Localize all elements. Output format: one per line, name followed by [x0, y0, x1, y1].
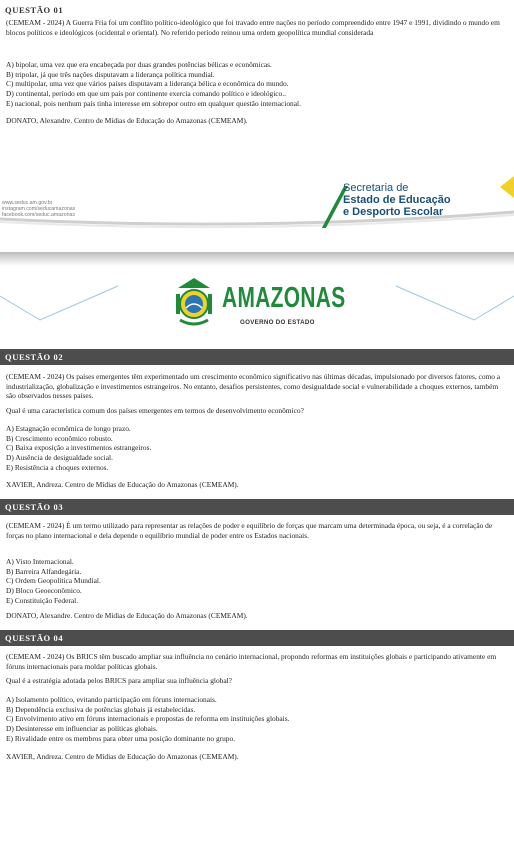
option-a: A) Estagnação econômica de longo prazo.	[6, 424, 131, 433]
amazonas-crest-icon	[172, 274, 216, 330]
option-d: D) continental, período em que um país por continente exercia comando político e ideológico..	[6, 89, 286, 99]
option-d: D) Ausência de desigualdade social.	[6, 453, 113, 463]
question-04-options	[6, 695, 508, 744]
secretaria-line-2: Estado de Educação	[343, 194, 451, 206]
option-c: C) multipolar, uma vez que vários países disputavam a liderança bélica e econômica do mundo.	[6, 79, 289, 89]
question-02-source: XAVIER, Andreza. Centro de Mídias de Educação do Amazonas (CEMEAM).	[6, 480, 239, 489]
page-break-shadow	[0, 252, 514, 266]
option-e: E) Rivalidade entre os membros para obter uma posição dominante no grupo.	[6, 733, 236, 743]
question-03-source: DONATO, Alexandre. Centro de Mídias de Educação do Amazonas (CEMEAM).	[6, 611, 248, 620]
amazonas-title: AMAZONAS	[222, 282, 346, 314]
instagram-link[interactable]: instagram.com/seducamazonas	[2, 206, 76, 212]
question-02-header: QUESTÃO 02	[0, 349, 514, 365]
web-links	[2, 200, 75, 218]
option-b: B) tripolar, já que três nações disputavam a liderança política mundial.	[6, 69, 215, 79]
option-d: D) Bloco Geoeconômico.	[6, 586, 82, 596]
option-c: C) Baixa exposição a investimentos estrangeiros.	[6, 443, 152, 453]
question-04-header: QUESTÃO 04	[0, 630, 514, 646]
question-02-statement: (CEMEAM - 2024) Os países emergentes têm experimentado um crescimento econômico significativo nas últimas décadas, impulsionado por diversos fatores, como a industrialização, globalização e investimentos estrangeiros. No entanto, desafios persistentes, como desigualdade social e vulnerabilidade a choques externos, também são observados nesses países.	[6, 372, 501, 401]
question-01-source: DONATO, Alexandre. Centro de Mídias de Educação do Amazonas (CEMEAM).	[6, 116, 248, 125]
option-e: E) Resistência a choques externos.	[6, 462, 109, 472]
question-04-statement: (CEMEAM - 2024) Os BRICS têm buscado ampliar sua influência no cenário internacional, propondo reformas em instituições globais e participando ativamente em fóruns internacionais para moldar políticas globais.	[6, 652, 497, 671]
option-c: C) Ordem Geopolítica Mundial.	[6, 576, 101, 586]
question-04-prompt: Qual é a estratégia adotada pelos BRICS para ampliar sua influência global?	[6, 676, 232, 685]
question-01-header: QUESTÃO 01	[5, 5, 64, 15]
option-c: C) Envolvimento ativo em fóruns internacionais e propostas de reforma em instituições globais.	[6, 714, 290, 724]
amazonas-subtitle: GOVERNO DO ESTADO	[240, 319, 315, 326]
option-e: E) Constituição Federal.	[6, 595, 79, 605]
question-02-prompt: Qual é uma característica comum dos países emergentes em termos de desenvolvimento econômico?	[6, 406, 304, 415]
option-d: D) Desinteresse em influenciar as políticas globais.	[6, 724, 158, 734]
amazonas-logo-area	[0, 266, 514, 340]
question-03-header: QUESTÃO 03	[0, 499, 514, 515]
secretaria-line-1: Secretaria de	[343, 182, 409, 194]
option-e: E) nacional, pois nenhum país tinha interesse em sobrepor outro em qualquer questão internacional.	[6, 98, 301, 108]
secretaria-line-3: e Desporto Escolar	[343, 206, 444, 218]
check-line-right-icon	[394, 284, 514, 324]
option-a: A) bipolar, uma vez que era encabeçada por duas grandes potências bélicas e econômicas.	[6, 60, 272, 69]
question-04-source: XAVIER, Andreza. Centro de Mídias de Educação do Amazonas (CEMEAM).	[6, 752, 239, 761]
question-01-statement: (CEMEAM - 2024) A Guerra Fria foi um conflito político-ideológico que foi travado entre nações no período compreendido entre 1947 e 1991, dividindo o mundo em blocos políticos e ideológicos (ocidental e oriental). No referido período reinou uma ordem geopolítica mundial considerada	[6, 18, 500, 37]
option-b: B) Barreira Alfandegária.	[6, 566, 82, 576]
option-b: B) Dependência exclusiva de potências globais já estabelecidas.	[6, 704, 196, 714]
website-link[interactable]: www.seduc.am.gov.br	[2, 200, 53, 206]
question-02-options	[6, 424, 508, 473]
secretaria-logo-text	[343, 182, 451, 218]
option-a: A) Isolamento político, evitando participação em fóruns internacionais.	[6, 695, 217, 704]
footer-banner	[0, 172, 514, 252]
question-03-options	[6, 557, 508, 606]
question-03-statement: (CEMEAM - 2024) É um termo utilizado para representar as relações de poder e equilíbrio de forças que marcam uma determinada época, ou seja, é a correlação de forças no plano internacional e dela depende o equilíbrio mundial de poder entre os Estados nacionais.	[6, 521, 493, 540]
option-b: B) Crescimento econômico robusto.	[6, 433, 113, 443]
facebook-link[interactable]: facebook.com/seduc.amazonas	[2, 212, 75, 218]
question-01-options	[6, 60, 508, 109]
check-line-left-icon	[0, 284, 120, 324]
option-a: A) Visto Internacional.	[6, 557, 74, 566]
